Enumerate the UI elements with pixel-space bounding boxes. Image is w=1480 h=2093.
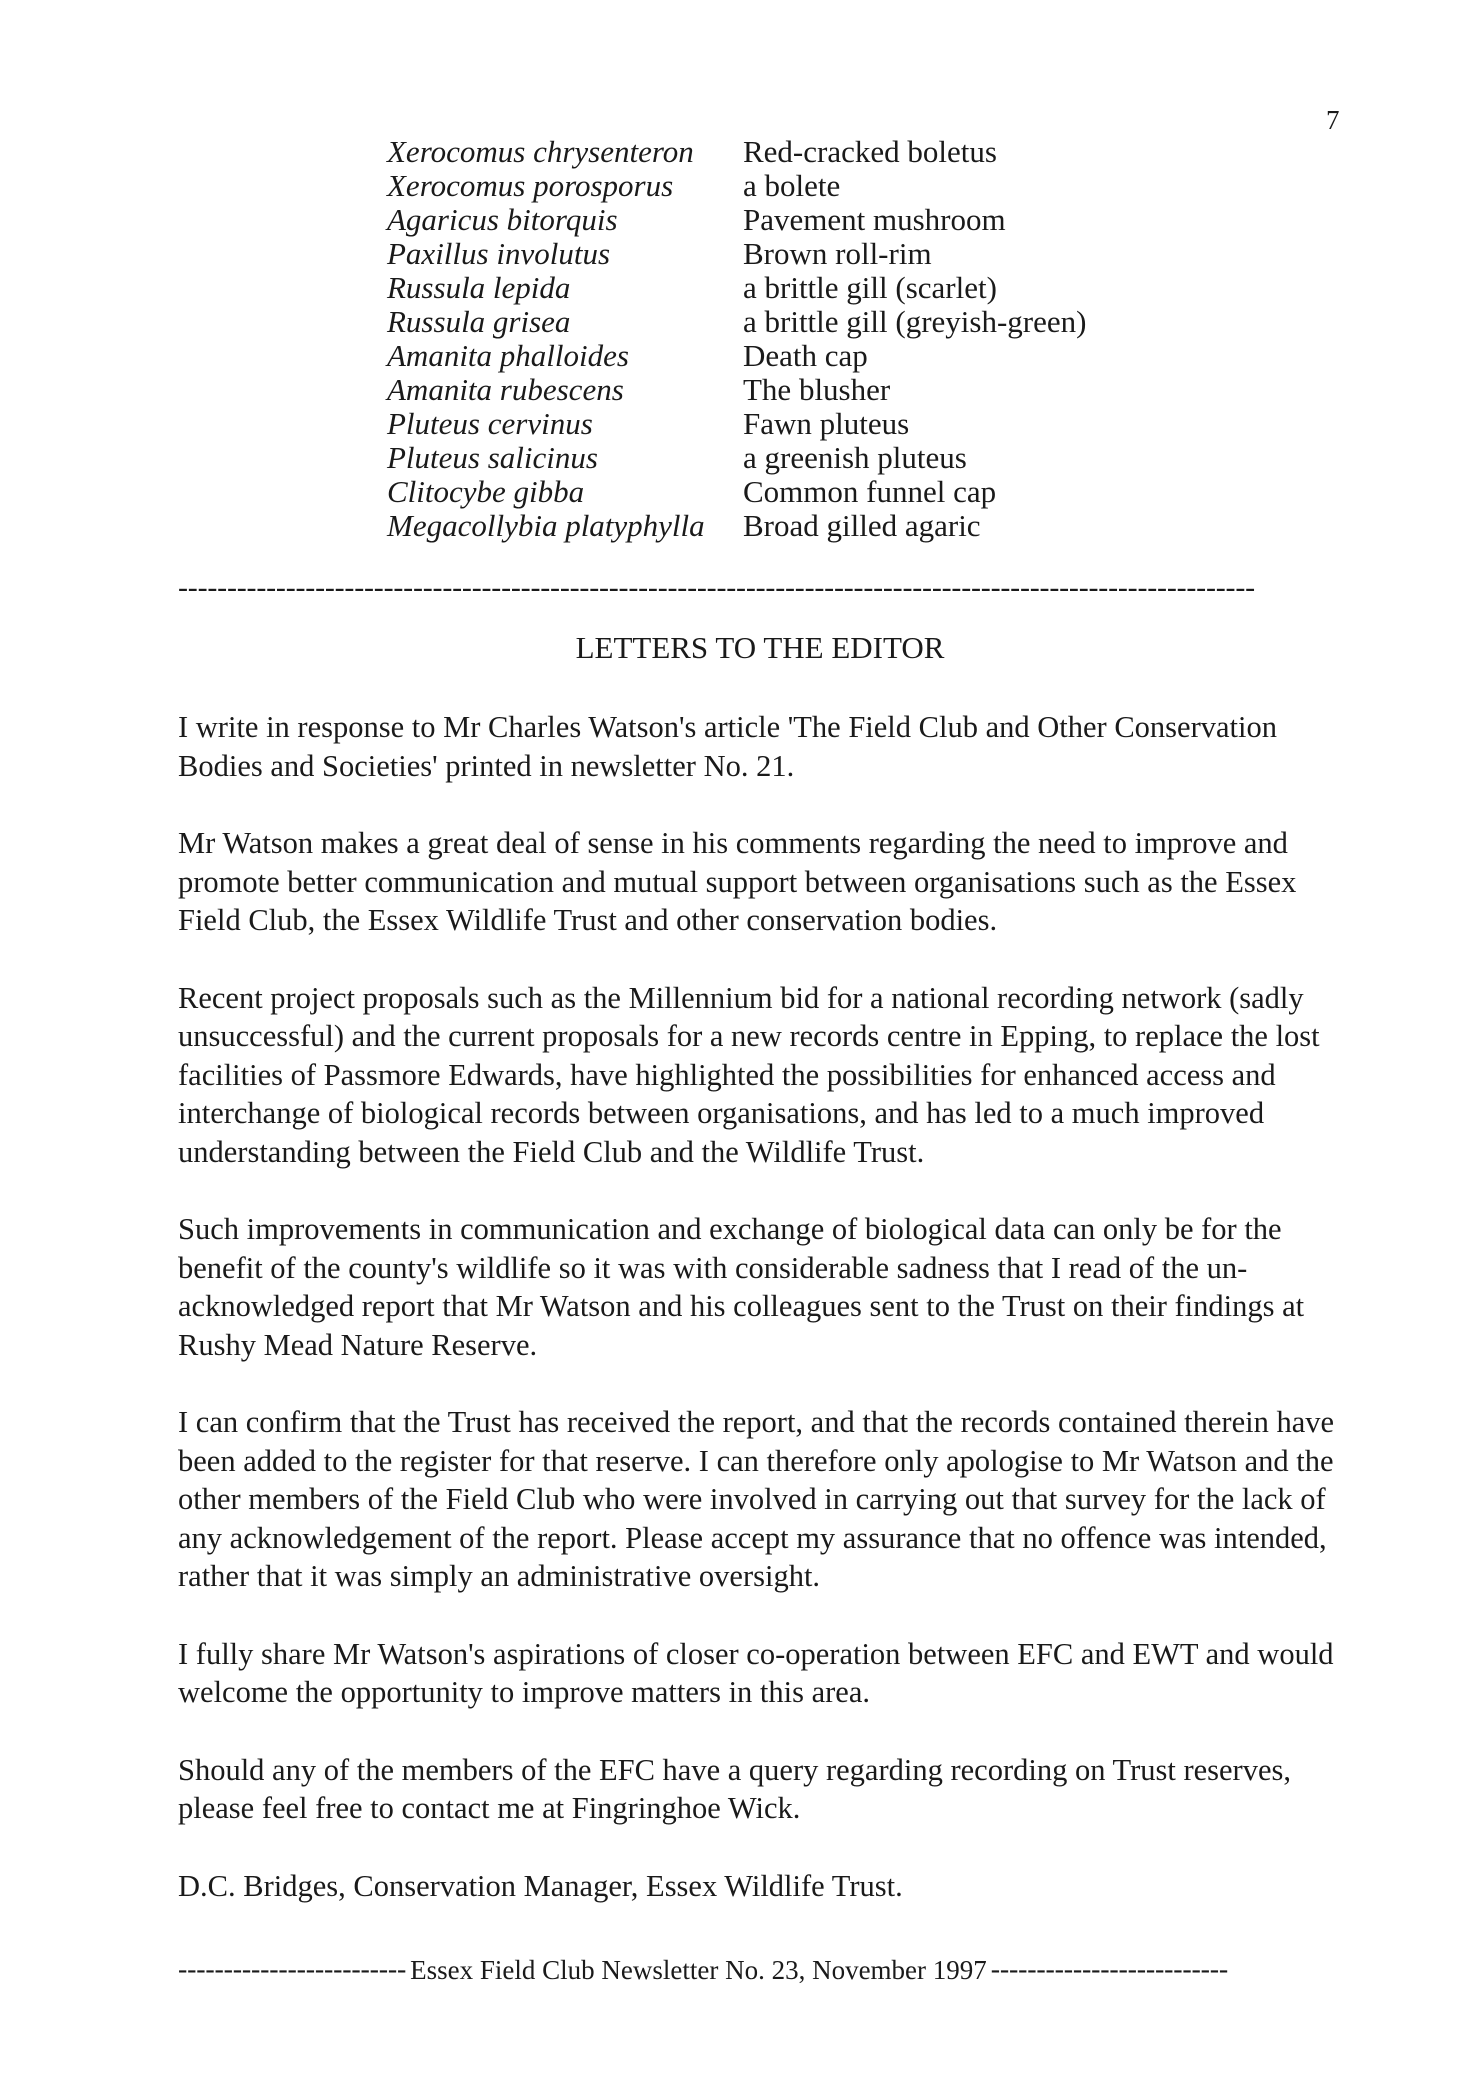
scientific-name: Megacollybia platyphylla	[387, 508, 705, 543]
common-name: Brown roll-rim	[743, 236, 932, 271]
species-row	[387, 169, 1086, 203]
species-row	[387, 441, 1086, 475]
letter-body	[178, 708, 1358, 1944]
letter-paragraph: Recent project proposals such as the Millennium bid for a national recording network (sadly unsuccessful) and the current proposals for a new records centre in Epping, to replace the lost facilities of Passmore Edwards, have highlighted the possibilities for enhanced access and interchange of biological records between organisations, and has led to a much improved understanding between the Field Club and the Wildlife Trust.	[178, 980, 1320, 1169]
common-name: Common funnel cap	[743, 474, 997, 509]
species-row	[387, 237, 1086, 271]
species-row	[387, 271, 1086, 305]
scientific-name: Russula grisea	[387, 304, 571, 339]
species-row	[387, 203, 1086, 237]
species-row	[387, 373, 1086, 407]
section-heading: LETTERS TO THE EDITOR	[575, 630, 945, 665]
letter-paragraph: Should any of the members of the EFC have a query regarding recording on Trust reserves, please feel free to contact me at Fingringhoe Wick.	[178, 1752, 1291, 1825]
species-row	[387, 135, 1086, 169]
letter-signature: D.C. Bridges, Conservation Manager, Essex Wildlife Trust.	[178, 1868, 903, 1903]
letter-paragraph: I can confirm that the Trust has received the report, and that the records contained therein have been added to the register for that reserve. I can therefore only apologise to Mr Watson and the other members of the Field Club who were involved in carrying out that survey for the lack of any acknowledgement of the report. Please accept my assurance that no offence was intended, rather that it was simply an administrative oversight.	[178, 1405, 1335, 1593]
scientific-name: Pluteus salicinus	[387, 440, 598, 475]
footer-right-dashes: --------------------------	[990, 1954, 1229, 1985]
scientific-name: Clitocybe gibba	[387, 474, 585, 509]
species-list	[387, 135, 1086, 543]
common-name: a brittle gill (greyish-green)	[743, 304, 1087, 339]
scientific-name: Pluteus cervinus	[387, 406, 593, 441]
common-name: a greenish pluteus	[743, 440, 967, 475]
scientific-name: Xerocomus chrysenteron	[387, 134, 694, 169]
letter-paragraph: I fully share Mr Watson's aspirations of closer co-operation between EFC and EWT and would welcome the opportunity to improve matters in this area.	[178, 1636, 1334, 1709]
scientific-name: Agaricus bitorquis	[387, 202, 618, 237]
common-name: The blusher	[743, 372, 891, 407]
species-row	[387, 475, 1086, 509]
common-name: Fawn pluteus	[743, 406, 910, 441]
common-name: Red-cracked boletus	[743, 134, 997, 169]
letter-paragraph: Such improvements in communication and exchange of biological data can only be for the benefit of the county's wildlife so it was with considerable sadness that I read of the un-acknowledged report that Mr Watson and his colleagues sent to the Trust on their findings at Rushy Mead Nature Reserve.	[178, 1212, 1305, 1362]
scientific-name: Russula lepida	[387, 270, 571, 305]
common-name: Death cap	[743, 338, 868, 373]
scientific-name: Xerocomus porosporus	[387, 168, 674, 203]
scientific-name: Paxillus involutus	[387, 236, 611, 271]
species-row	[387, 305, 1086, 339]
common-name: a brittle gill (scarlet)	[743, 270, 997, 305]
page-number: 7	[1326, 105, 1340, 135]
species-row	[387, 339, 1086, 373]
section-divider: --------------------------------------------------------------------------------------------------------------	[178, 573, 1255, 603]
common-name: a bolete	[743, 168, 841, 203]
common-name: Pavement mushroom	[743, 202, 1006, 237]
footer-text: Essex Field Club Newsletter No. 23, November 1997	[410, 1955, 987, 1985]
common-name: Broad gilled agaric	[743, 508, 981, 543]
species-row	[387, 509, 1086, 543]
scientific-name: Amanita phalloides	[387, 338, 629, 373]
letter-paragraph: I write in response to Mr Charles Watson's article 'The Field Club and Other Conservation Bodies and Societies' printed in newsletter No. 21.	[178, 710, 1277, 783]
species-row	[387, 407, 1086, 441]
footer-left-dashes: -------------------------	[178, 1954, 407, 1985]
scientific-name: Amanita rubescens	[387, 372, 624, 407]
page-footer	[178, 1953, 1348, 1987]
letter-paragraph: Mr Watson makes a great deal of sense in his comments regarding the need to improve and promote better communication and mutual support between organisations such as the Essex Field Club, the Essex Wildlife Trust and other conservation bodies.	[178, 826, 1297, 937]
